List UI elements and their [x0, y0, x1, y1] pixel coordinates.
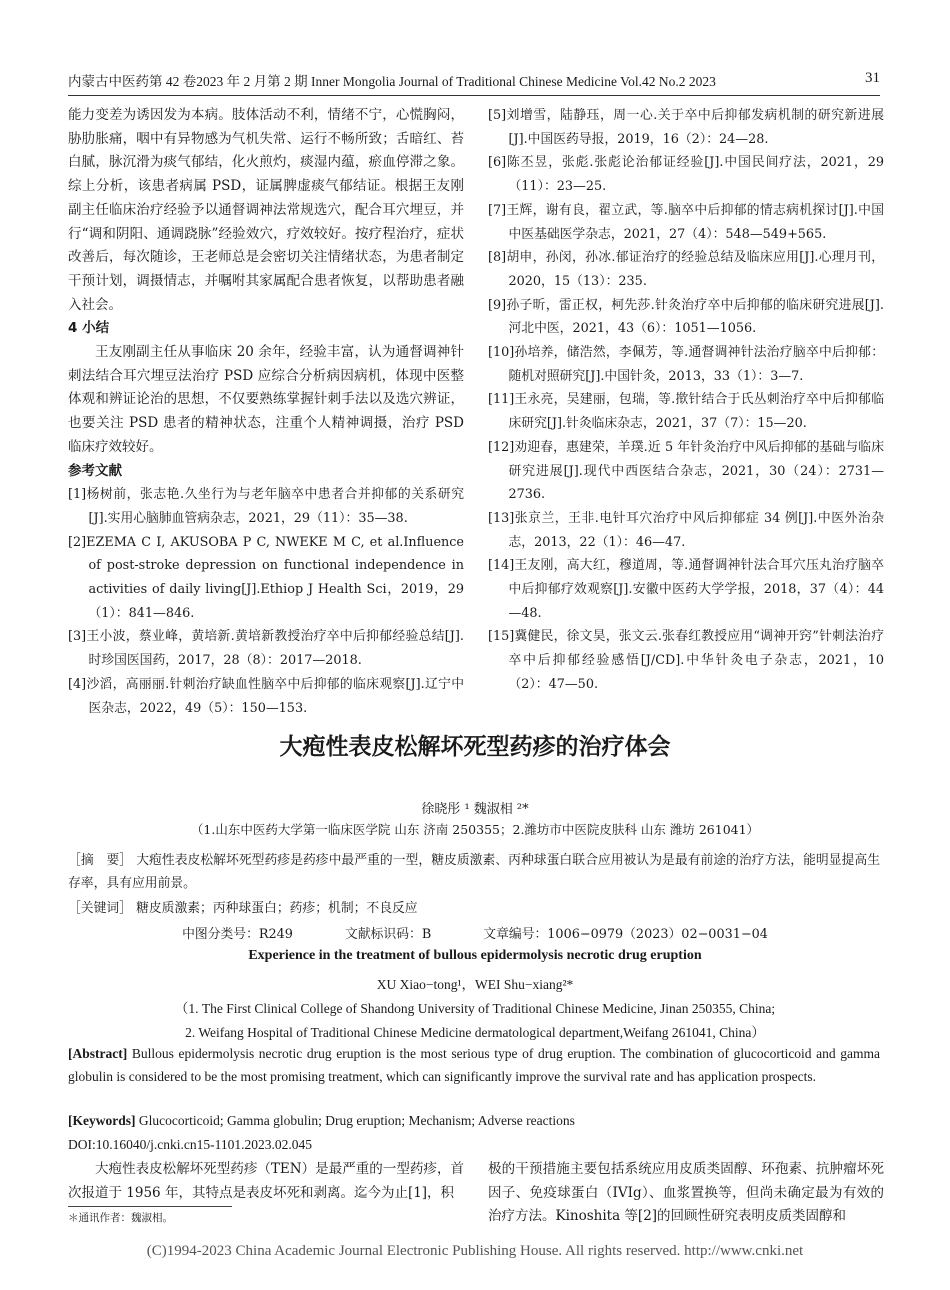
body-paragraph: 极的干预措施主要包括系统应用皮质类固醇、环孢素、抗肿瘤坏死因子、免疫球蛋白（IVIg）、血浆置换等，但尚未确定最为有效的治疗方法。Kinoshita 等[2]的回顾性研究表明皮质类固醇和 [488, 1161, 884, 1225]
article-body-right [488, 1158, 884, 1229]
keywords-text: 糖皮质激素；丙种球蛋白；药疹；机制；不良反应 [136, 901, 418, 916]
reference-item: [15]冀健民，徐文昊，张文云.张春红教授应用“调神开窍”针刺法治疗卒中后抑郁经验感悟[J/CD].中华针灸电子杂志，2021，10（2）：47—50. [488, 629, 884, 692]
reference-item: [13]张京兰，王非.电针耳穴治疗中风后抑郁症 34 例[J].中医外治杂志，2013，22（1）：46—47. [488, 510, 884, 550]
article-body-left [68, 1158, 464, 1205]
article-authors: 徐晓彤 ¹ 魏淑相 ²* [421, 802, 529, 817]
reference-item: [6]陈丕昱，张彪.张彪论治郁证经验[J].中国民间疗法，2021，29（11）：23—25. [488, 155, 884, 195]
keywords-en-text: Glucocorticoid; Gamma globulin; Drug eruption; Mechanism; Adverse reactions [138, 1113, 575, 1128]
reference-item: [7]王辉，谢有良，翟立武，等.脑卒中后抑郁的情志病机探讨[J].中国中医基础医学杂志，2021，27（4）：548—549+565. [488, 202, 884, 242]
abstract-en [68, 1043, 880, 1088]
summary-paragraph: 王友刚副主任从事临床 20 余年，经验丰富，认为通督调神针刺法结合耳穴埋豆法治疗 PSD 应综合分析病因病机，体现中医整体观和辨证论治的思想，不仅要熟练掌握针刺手法以及选穴辨证，也要关注 PSD 患者的精神状态，注重个人精神调摄，治疗 PSD 临床疗效较好。 [68, 344, 464, 455]
article-title: 大疱性表皮松解坏死型药疹的治疗体会 [279, 734, 671, 760]
clc-number: 中图分类号：R249 [182, 927, 293, 942]
english-authors: XU Xiao−tong¹，WEI Shu−xiang²* [376, 977, 574, 992]
journal-header-text: 内蒙古中医药第 42 卷2023 年 2 月第 2 期 Inner Mongolia Journal of Traditional Chinese Medicine Vol.42 No.2 2023 [68, 74, 716, 89]
abstract-text: 大疱性表皮松解坏死型药疹是药疹中最严重的一型，糖皮质激素、丙种球蛋白联合应用被认为是最有前途的治疗方法，能明显提高生存率，具有应用前景。 [68, 853, 881, 891]
english-affiliation-1: （1. The First Clinical College of Shandong University of Traditional Chinese Medicine, Jinan 250355, China; [174, 1001, 776, 1016]
right-column [488, 104, 884, 697]
reference-item: [14]王友刚，高大红，穆道周，等.通督调神针法合耳穴压丸治疗脑卒中后抑郁疗效观察[J].安徽中医药大学学报，2018，37（4）：44—48. [488, 558, 884, 621]
abstract-label: ［摘 要］ [68, 853, 133, 868]
reference-item: [3]王小波，蔡业峰，黄培新.黄培新教授治疗卒中后抑郁经验总结[J].时珍国医国药，2017，28（8）：2017—2018. [68, 629, 464, 669]
keywords-label: ［关键词］ [68, 901, 132, 916]
doi-line: DOI:10.16040/j.cnki.cn15-1101.2023.02.045 [68, 1137, 312, 1152]
abstract-en-label: [Abstract] [68, 1046, 128, 1061]
body-paragraph: 大疱性表皮松解坏死型药疹（TEN）是最严重的一型药疹，首次报道于 1956 年，其特点是表皮坏死和剥离。迄今为止[1]，积 [68, 1161, 464, 1201]
article-number: 文章编号：1006−0979（2023）02−0031−04 [483, 927, 768, 942]
corresponding-author-footnote: ＊通讯作者：魏淑相。 [68, 1212, 173, 1224]
references-heading: 参考文献 [68, 462, 122, 479]
keywords-en [68, 1113, 880, 1129]
keywords-cn [68, 897, 880, 916]
left-column [68, 104, 464, 720]
reference-item: [9]孙子昕，雷正权，柯先莎.针灸治疗卒中后抑郁的临床研究进展[J].河北中医，2021，43（6）：1051—1056. [488, 297, 884, 337]
classification-line [0, 923, 950, 942]
section-heading: 4 小结 [68, 320, 110, 337]
body-paragraph-continued: 能力变差为诱因发为本病。肢体活动不利，情绪不宁，心慌胸闷，胁肋胀痛，咽中有异物感为气机失常、运行不畅所致；舌暗红、苔白腻，脉沉滑为痰气郁结，化火煎灼，痰湿内蕴，瘀血停滞之象。综上分析，该患者病属 PSD，证属脾虚痰气郁结证。根据王友刚副主任临床治疗经验予以通督调神法常规选穴，配合耳穴埋豆，并行“调和阴阳、通调跷脉”经验效穴，疗效较好。按疗程治疗，症状改善后，每次随诊，王老师总是会密切关注情绪状态，为患者制定干预计划，调摄情志，并嘱咐其家属配合患者恢复，以帮助患者融入社会。 [68, 107, 464, 313]
reference-item: [2]EZEMA C I, AKUSOBA P C, NWEKE M C, et al.Influence of post-stroke depression on functional independence in activities of daily living[J].Ethiop J Health Sci，2019，29（1）：841—846. [68, 534, 464, 621]
reference-item: [10]孙培养，储浩然，李佩芳，等.通督调神针法治疗脑卒中后抑郁：随机对照研究[J].中国针灸，2013，33（1）：3—7. [488, 345, 884, 384]
page-number: 31 [865, 70, 880, 86]
article-affiliation: （1.山东中医药大学第一临床医学院 山东 济南 250355；2.潍坊市中医院皮肤科 山东 潍坊 261041） [190, 822, 760, 837]
reference-item: [11]王永亮，吴建丽，包瑞，等.揿针结合于氏丛刺治疗卒中后抑郁临床研究[J].针灸临床杂志，2021，37（7）：15—20. [488, 392, 884, 432]
keywords-en-label: [Keywords] [68, 1113, 136, 1128]
english-title: Experience in the treatment of bullous epidermolysis necrotic drug eruption [248, 948, 702, 963]
header-rule [68, 95, 880, 96]
running-header [68, 70, 880, 90]
reference-item: [1]杨树前，张志艳.久坐行为与老年脑卒中患者合并抑郁的关系研究[J].实用心脑肺血管病杂志，2021，29（11）：35—38. [68, 487, 464, 526]
reference-item: [4]沙滔，高丽丽.针刺治疗缺血性脑卒中后抑郁的临床观察[J].辽宁中医杂志，2022，49（5）：150—153. [68, 676, 464, 716]
footnote-rule [68, 1206, 232, 1207]
copyright-line: (C)1994-2023 China Academic Journal Electronic Publishing House. All rights reserved. http://www.cnki.net [146, 1243, 804, 1259]
reference-item: [8]胡申，孙闵，孙冰.郁证治疗的经验总结及临床应用[J].心理月刊，2020，15（13）：235. [488, 250, 884, 289]
english-affiliation-2: 2. Weifang Hospital of Traditional Chinese Medicine dermatological department,Weifang 261041, China） [185, 1025, 765, 1040]
abstract-cn [68, 849, 880, 895]
reference-item: [5]刘增雪，陆静珏，周一心.关于卒中后抑郁发病机制的研究新进展[J].中国医药导报，2019，16（2）：24—28. [488, 108, 884, 147]
document-code: 文献标识码：B [345, 927, 432, 942]
reference-item: [12]劝迎春，惠建荣，羊璞.近 5 年针灸治疗中风后抑郁的基础与临床研究进展[J].现代中西医结合杂志，2021，30（24）：2731—2736. [488, 439, 884, 503]
abstract-en-text: Bullous epidermolysis necrotic drug eruption is the most serious type of drug eruption. The combination of glucocorticoid and gamma globulin is considered to be the most promising treatment, which can significantly improve the survival rate and has application prospects. [68, 1046, 880, 1084]
